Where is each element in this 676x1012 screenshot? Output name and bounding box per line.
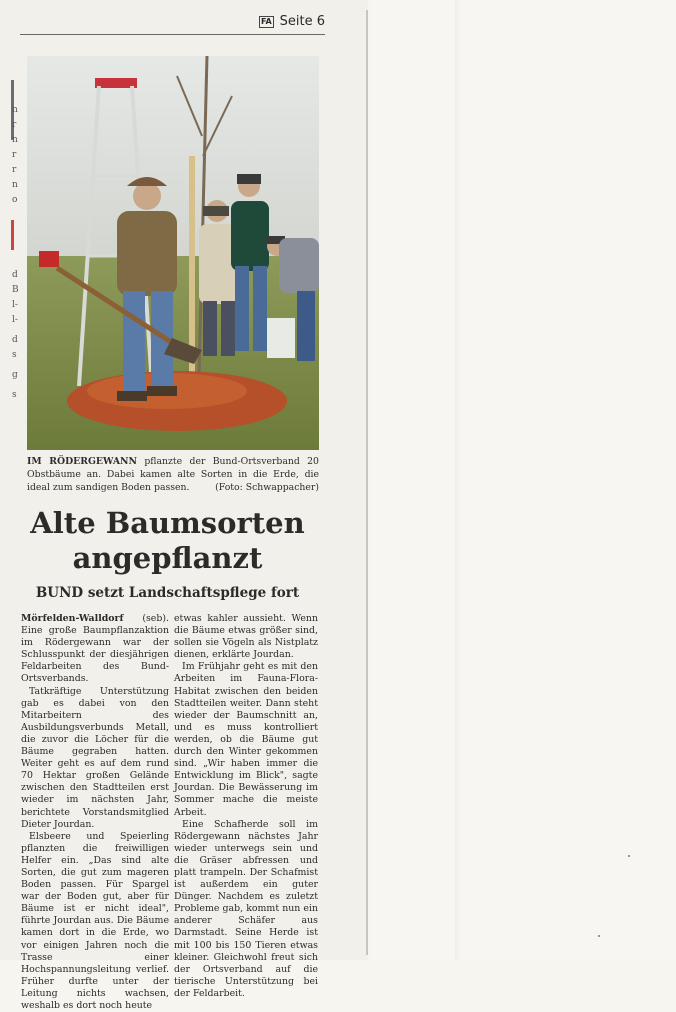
photo-caption [27, 455, 319, 494]
edge-char: d [12, 335, 18, 345]
paragraph-text: Eine große Baumpflanzaktion im Rödergewann war der Schlusspunkt der diesjährigen Feldarbeiten des Bund-Ortsverbands. [21, 625, 169, 685]
edge-ink-mark [11, 220, 14, 250]
byline-suffix: (seb). [123, 613, 169, 624]
edge-char: r [12, 120, 17, 130]
edge-char: l- [12, 315, 18, 325]
article-photo [27, 56, 319, 450]
blank-page [372, 0, 676, 960]
edge-char: r [12, 165, 17, 175]
article-paragraph: Tatkräftige Unterstützung gab es dabei von den Mitarbeitern des Ausbildungsverbunds Metall, die zuvor die Löcher für die Bäume gegraben hatten. Weiter geht es auf dem rund 70 Hektar großen Gelände zwischen den Stadtteilen erst wieder im nächsten Jahr, berichtete Vorstandsmitglied Dieter Jourdan. [21, 685, 169, 830]
page-fold-line [366, 10, 368, 955]
article-column-2 [174, 613, 318, 1000]
article-headline: Alte Baumsorten angepflanzt [30, 506, 305, 575]
tree-planting-photo-icon [27, 56, 319, 450]
caption-text: pflanzte der Bund-Ortsverband 20 Obstbäume an. Dabei kamen alte Sorten in die Erde, die ideal zum sandigen Boden passen. [27, 456, 319, 493]
edge-char: s [12, 350, 17, 360]
edge-char: l- [12, 300, 18, 310]
page-shadow [455, 0, 461, 960]
page-header [20, 12, 325, 35]
adjacent-column-edge [0, 60, 20, 700]
edge-char: d [12, 270, 18, 280]
page-number: Seite 6 [279, 14, 325, 29]
edge-char: B [12, 285, 19, 295]
caption-lead: IM RÖDERGEWANN [27, 456, 138, 467]
article-paragraph: Elsbeere und Speierling pflanzten die freiwilligen Helfer ein. „Das sind alte Sorten, die gut zum mageren Boden passen. Für Spargel war der Boden gut, aber für Bäume ist er nicht ideal", führte Jourdan aus. Die Bäume kamen dort in die Erde, wo vor einigen Jahren noch die Trasse einer Hochspannungsleitung verlief. Früher durfte unter der Leitung nichts wachsen, weshalb es dort noch heute [21, 830, 169, 1011]
edge-char: s [12, 390, 17, 400]
article-subheadline: BUND setzt Landschaftspflege fort [35, 585, 300, 601]
edge-char: r [12, 150, 17, 160]
paper-speck [598, 935, 600, 937]
article-column-1 [21, 613, 169, 1012]
article-paragraph: Eine Schafherde soll im Rödergewann nächstes Jahr wieder unterwegs sein und die Gräser abfressen und platt trampeln. Der Schafmist ist außerdem ein guter Dünger. Nachdem es zuletzt Probleme gab, kommt nun ein anderer Schäfer aus Darmstadt. Seine Herde ist mit 100 bis 150 Tieren etwas kleiner. Gleichwohl freut sich der Ortsverband auf die tierische Unterstützung bei der Feldarbeit. [174, 818, 318, 999]
edge-char: n [12, 180, 18, 190]
article-paragraph [21, 613, 169, 686]
edge-char: n [12, 105, 18, 115]
newspaper-logo: FA [261, 17, 272, 26]
paper-speck [628, 855, 630, 857]
edge-char: g [12, 370, 18, 380]
byline: Mörfelden-Walldorf [21, 613, 124, 624]
edge-char: n [12, 135, 18, 145]
article-paragraph: Im Frühjahr geht es mit den Arbeiten im Fauna-Flora-Habitat zwischen den beiden Stadtteilen weiter. Dann steht wieder der Baumschnitt an, und es muss kontrolliert werden, ob die Bäume gut durch den Winter gekommen sind. „Wir haben immer die Entwicklung im Blick", sagte Jourdan. Die Bewässerung im Sommer mache die meiste Arbeit. [174, 661, 318, 818]
photo-credit: (Foto: Schwappacher) [215, 482, 319, 493]
edge-char: o [12, 195, 18, 205]
article-paragraph: etwas kahler aussieht. Wenn die Bäume etwas größer sind, sollen sie Vögeln als Nistplatz dienen, erklärte Jourdan. [174, 613, 318, 661]
